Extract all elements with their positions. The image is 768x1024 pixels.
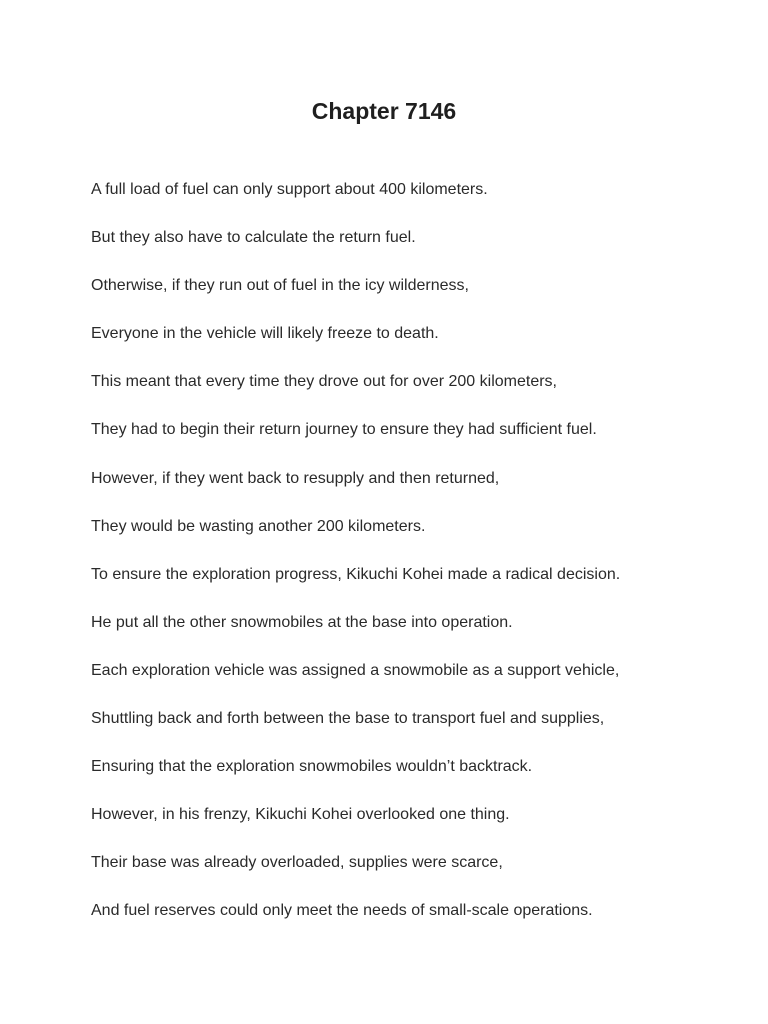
chapter-body: [91, 177, 731, 947]
paragraph: And fuel reserves could only meet the needs of small-scale operations.: [91, 902, 593, 920]
paragraph: However, if they went back to resupply and then returned,: [91, 469, 500, 487]
paragraph: Everyone in the vehicle will likely freeze to death.: [91, 325, 439, 343]
paragraph: Their base was already overloaded, supplies were scarce,: [91, 854, 503, 872]
paragraph: A full load of fuel can only support about 400 kilometers.: [91, 181, 488, 198]
paragraph: Ensuring that the exploration snowmobiles wouldn’t backtrack.: [91, 758, 533, 776]
paragraph: They had to begin their return journey to ensure they had sufficient fuel.: [91, 421, 597, 439]
paragraph: Each exploration vehicle was assigned a snowmobile as a support vehicle,: [91, 661, 620, 679]
paragraph: But they also have to calculate the return fuel.: [91, 229, 416, 247]
paragraph: They would be wasting another 200 kilometers.: [91, 517, 426, 535]
paragraph: To ensure the exploration progress, Kikuchi Kohei made a radical decision.: [91, 565, 621, 583]
paragraph: Otherwise, if they run out of fuel in the icy wilderness,: [91, 277, 469, 295]
paragraph: Shuttling back and forth between the base to transport fuel and supplies,: [91, 710, 605, 728]
paragraph: He put all the other snowmobiles at the base into operation.: [91, 613, 513, 631]
paragraph: This meant that every time they drove out for over 200 kilometers,: [91, 373, 557, 391]
paragraph: However, in his frenzy, Kikuchi Kohei overlooked one thing.: [91, 806, 510, 824]
chapter-title: Chapter 7146: [311, 98, 457, 124]
